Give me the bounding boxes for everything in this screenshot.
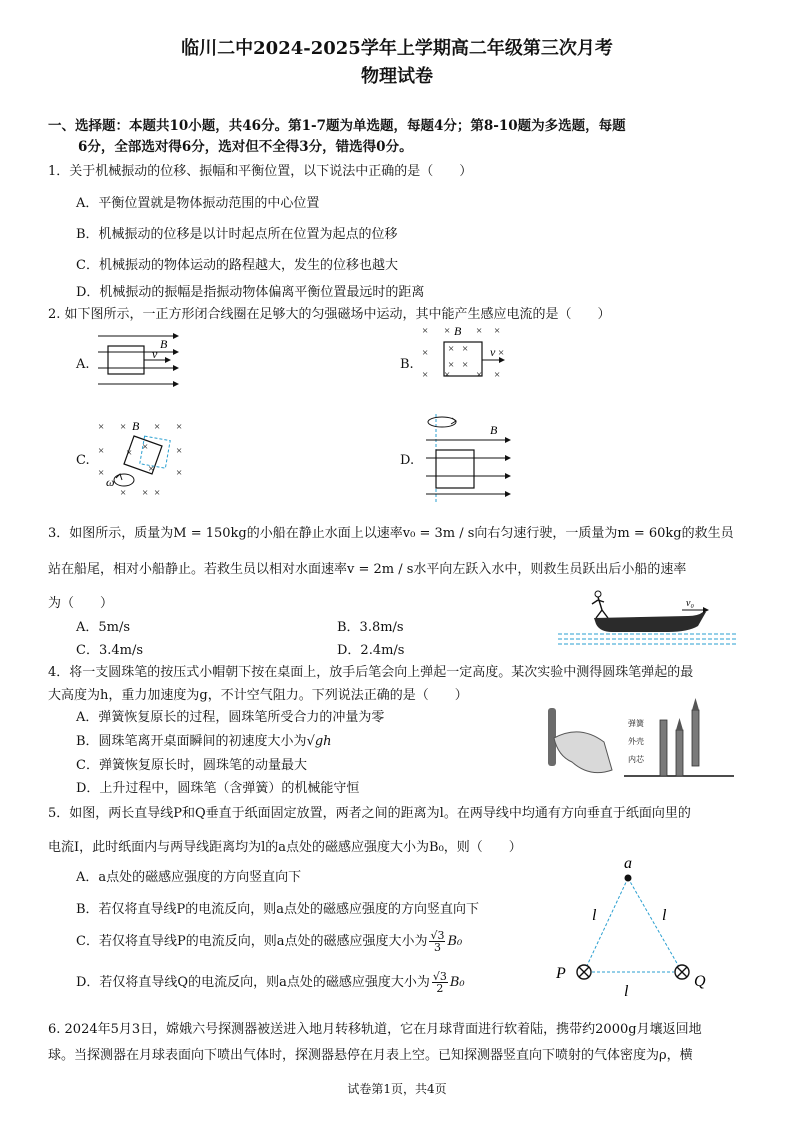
q5-label-l-right: l [662, 907, 667, 924]
q2-label-a: A. [76, 357, 90, 372]
q5-line1: 5．如图，两长直导线P和Q垂直于纸面固定放置，两者之间的距离为l。在两导线中均通有方向垂直于纸面向里的 [48, 806, 691, 821]
svg-text:×: × [444, 325, 451, 337]
q4-pen-figure [540, 696, 740, 784]
svg-text:×: × [98, 421, 105, 433]
q6-line1: 6. 2024年5月3日，嫦娥六号探测器被送进入地月转移轨道，它在月球背面进行软着陆，携带约2000g月壤返回地 [48, 1022, 702, 1037]
q5-option-c-fraction [429, 930, 445, 953]
q3-line2: 站在船尾，相对小船静止。若救生员以相对水面速率v = 2m / s水平向左跃入水中，则救生员跃出后小船的速率 [48, 562, 687, 577]
q5-label-l-bottom: l [624, 983, 629, 1000]
svg-text:×: × [448, 343, 455, 355]
q4-line2: 大高度为h，重力加速度为g，不计空气阻力。下列说法正确的是（ ） [48, 688, 468, 703]
q5-label-a: a [624, 855, 632, 872]
svg-text:×: × [176, 467, 183, 479]
svg-text:×: × [176, 421, 183, 433]
q1-option-a: A．平衡位置就是物体振动范围的中心位置 [76, 196, 320, 211]
q4-option-b-math: √gh [306, 734, 332, 749]
q4-option-b-text: B．圆珠笔离开桌面瞬间的初速度大小为 [76, 734, 307, 749]
page-footer: 试卷第1页，共4页 [347, 1082, 447, 1096]
svg-text:×: × [148, 463, 155, 475]
q2-label-c: C. [76, 453, 90, 468]
q4-label-spring: 弹簧 [628, 719, 644, 728]
q5-c-frac-suffix: B₀ [447, 934, 463, 949]
svg-text:×: × [120, 421, 127, 433]
q5-option-b: B．若仅将直导线P的电流反向，则a点处的磁感应强度的方向竖直向下 [76, 902, 480, 917]
q2-figure-a [96, 330, 186, 390]
section-heading-line1: 一、选择题：本题共10小题，共46分。第1-7题为单选题，每题4分；第8-10题为多选题，每题 [48, 118, 626, 134]
svg-text:×: × [142, 487, 149, 498]
svg-text:×: × [476, 369, 483, 381]
q5-label-q: Q [694, 973, 706, 990]
q5-d-frac-den: 2 [436, 982, 444, 995]
q4-label-core: 内芯 [628, 755, 644, 764]
q2c-omega-label: ω [106, 475, 115, 489]
q5-option-d [76, 971, 465, 994]
svg-text:×: × [462, 359, 469, 371]
q2-label-b: B. [400, 357, 414, 372]
q5-option-a: A．a点处的磁感应强度的方向竖直向下 [76, 870, 302, 885]
q4-line1: 4．将一支圆珠笔的按压式小帽朝下按在桌面上，放手后笔会向上弹起一定高度。某次实验中测得圆珠笔弹起的最 [48, 665, 694, 680]
svg-text:×: × [462, 343, 469, 355]
q2c-b-label: B [132, 419, 140, 433]
q2-figure-b [418, 322, 518, 386]
svg-text:×: × [422, 369, 429, 381]
q3-option-c: C．3.4m/s [76, 643, 143, 658]
svg-text:×: × [494, 325, 501, 337]
q3-line3: 为（ ） [48, 596, 114, 611]
svg-text:×: × [98, 445, 105, 457]
q4-option-a: A．弹簧恢复原长的过程，圆珠笔所受合力的冲量为零 [76, 710, 385, 725]
q1-option-d: D．机械振动的振幅是指振动物体偏离平衡位置最远时的距离 [76, 285, 425, 300]
q5-option-d-fraction [432, 971, 448, 994]
q2b-b-label: B [454, 324, 462, 338]
svg-text:×: × [476, 325, 483, 337]
q2-label-d: D. [400, 453, 415, 468]
q3-boat-figure [558, 588, 738, 650]
q3-option-d: D．2.4m/s [337, 643, 405, 658]
q4-option-b [76, 730, 332, 749]
svg-text:×: × [154, 487, 161, 498]
section-heading-line2: 6分，全部选对得6分，选对但不全得3分，错选得0分。 [78, 139, 413, 155]
exam-subtitle: 物理试卷 [361, 66, 433, 87]
q2-figure-d [418, 412, 518, 506]
q5-c-frac-num: √3 [430, 929, 445, 942]
q4-option-c: C．弹簧恢复原长时，圆珠笔的动量最大 [76, 758, 307, 773]
svg-text:×: × [448, 359, 455, 371]
q5-triangle-figure [540, 850, 720, 1000]
q2-figure-c [94, 416, 190, 498]
q5-line2: 电流I，此时纸面内与两导线距离均为l的a点处的磁感应强度大小为B₀，则（ ） [48, 840, 522, 855]
exam-title: 临川二中2024-2025学年上学期高二年级第三次月考 [181, 38, 613, 59]
q5-label-l-left: l [592, 907, 597, 924]
q6-line2: 球。当探测器在月球表面向下喷出气体时，探测器悬停在月表上空。已知探测器竖直向下喷射的气体密度为ρ，横 [48, 1048, 693, 1063]
q3-line1: 3．如图所示，质量为M = 150kg的小船在静止水面上以速率v₀ = 3m / s向右匀速行驶，一质量为m = 60kg的救生员 [48, 526, 734, 541]
svg-text:×: × [494, 369, 501, 381]
q1-option-b: B．机械振动的位移是以计时起点所在位置为起点的位移 [76, 227, 398, 242]
q4-option-d: D．上升过程中，圆珠笔（含弹簧）的机械能守恒 [76, 781, 360, 796]
q4-label-shell: 外壳 [628, 737, 644, 746]
q2a-v-label: v [152, 347, 158, 361]
q5-option-c [76, 930, 462, 953]
q2d-b-label: B [490, 423, 498, 437]
q3-option-a: A．5m/s [76, 620, 131, 635]
svg-text:×: × [444, 369, 451, 381]
svg-text:×: × [142, 441, 149, 453]
svg-text:×: × [154, 421, 161, 433]
svg-text:×: × [98, 467, 105, 479]
svg-text:×: × [498, 347, 505, 359]
q1-stem: 1．关于机械振动的位移、振幅和平衡位置，以下说法中正确的是（ ） [48, 164, 473, 179]
q5-label-p: P [556, 965, 566, 982]
q2-stem: 2. 如下图所示，一正方形闭合线圈在足够大的匀强磁场中运动，其中能产生感应电流的是（ ） [48, 307, 611, 322]
svg-text:×: × [120, 487, 127, 498]
q2a-b-label: B [160, 337, 168, 351]
q3-option-b: B．3.8m/s [337, 620, 404, 635]
svg-text:×: × [422, 325, 429, 337]
q5-option-d-text: D．若仅将直导线Q的电流反向，则a点处的磁感应强度大小为 [76, 975, 430, 990]
q5-c-frac-den: 3 [433, 941, 441, 954]
q5-d-frac-num: √3 [432, 970, 447, 983]
q5-option-c-text: C．若仅将直导线P的电流反向，则a点处的磁感应强度大小为 [76, 934, 428, 949]
q3-v0-label: v₀ [686, 598, 694, 609]
svg-text:×: × [176, 445, 183, 457]
q5-d-frac-suffix: B₀ [449, 975, 465, 990]
q2b-v-label: v [490, 345, 496, 359]
svg-text:×: × [126, 447, 133, 459]
q1-option-c: C．机械振动的物体运动的路程越大，发生的位移也越大 [76, 258, 398, 273]
svg-text:×: × [422, 347, 429, 359]
